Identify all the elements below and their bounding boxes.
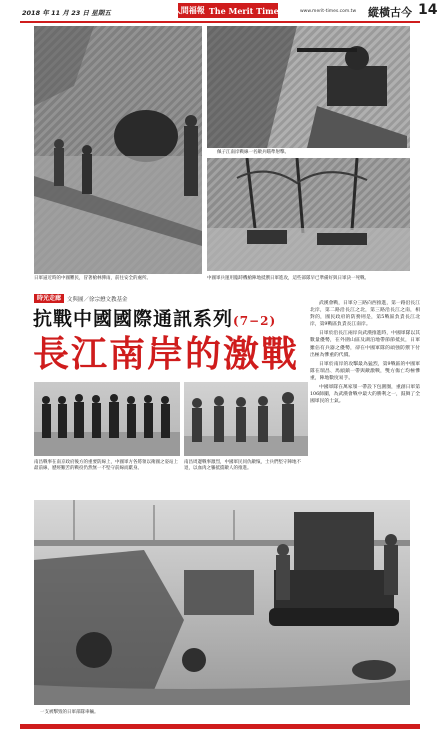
kicker-tag: 時光走廊 (34, 294, 64, 303)
page-header (0, 0, 440, 26)
soldier-aiming-caption: 佩子江南岸戰線一名敵兵瞄準射擊。 (217, 150, 289, 155)
series-number: (7−2) (233, 314, 277, 328)
website-url: www.merit-times.com.tw (300, 9, 357, 14)
officers-photo (34, 382, 180, 456)
byline: 文與圖／徐宗懋文教基金 (67, 296, 128, 303)
machine-gun-photo (207, 158, 410, 271)
header-rule (20, 21, 420, 23)
destroyed-vehicles-photo (34, 500, 410, 705)
article-paragraph: 中國軍隊在萬家嶺一帶設下包圍圈，重創日軍第106師團，為武漢會戰中最大的勝利之一，鼓舞了全國軍民的士氣。 (310, 385, 420, 405)
logo-chinese: 人間福報 (172, 5, 205, 15)
soldier-aiming-photo (207, 26, 410, 148)
soldiers-group-caption: 南昌周邊戰事激烈，中國軍民同仇敵愾，士兵們堅守陣地不退，以血肉之軀抵擋敵人的推進。 (184, 460, 301, 471)
section-title: 縱橫古今 (368, 6, 412, 19)
footer-rule (20, 724, 420, 729)
article-kicker (34, 294, 128, 303)
machine-gun-caption: 中國軍兵運用臨時機槍陣地抵禦日軍進攻，這些部隊早已準備好與日軍決一死戰。 (207, 276, 369, 281)
officers-caption: 南昌戰事在南京政府後方的重要防線上，中國軍方各將領以衛國之姿站上最前線，歷經艱苦的戰役仍然無一不堅守前線而獻身。 (34, 460, 178, 471)
issue-date: 2018 年 11 月 23 日 星期五 (22, 9, 111, 17)
refugees-caption: 日軍逼近時的中國難民，冒著槍林彈雨，前往安全的處所。 (34, 276, 151, 281)
article-paragraph: 日軍於沿長江兩岸向武漢推進時，中國軍隊以其數量優勢，在外圍山區及湖泊地帶節節抵抗，日軍雖佔有兵器之優勢，卻在中國軍隊的頑強防禦下付出極為慘重的代價。 (310, 331, 420, 358)
page-number: 14 (418, 2, 438, 18)
article-paragraph: 日軍於南岸的攻擊最為猛烈，第9戰區的中國軍隊在瑞昌、馬頭鎮一帶與敵激戰，雙方傷亡均極慘重，陣地數度易手。 (310, 361, 420, 381)
article-paragraph: 武漢會戰，日軍分三路向西推進，第一路沿長江北岸，第二路沿長江之北，第三路沿長江之南，相對的，國民政府的防務則是，第5戰區負責長江北岸，第9戰區負責長江南岸。 (310, 301, 420, 328)
headline: 長江南岸的激戰 (33, 333, 300, 375)
soldiers-group-photo (184, 382, 308, 456)
masthead-logo (172, 3, 284, 18)
article-body (310, 300, 420, 510)
series-title-text: 抗戰中國國際通訊系列 (33, 308, 234, 330)
logo-english: The Merit Times (208, 5, 284, 16)
destroyed-vehicles-caption: 一支被擊毀的日軍部隊車輛。 (40, 710, 99, 715)
refugees-photo (34, 26, 202, 274)
